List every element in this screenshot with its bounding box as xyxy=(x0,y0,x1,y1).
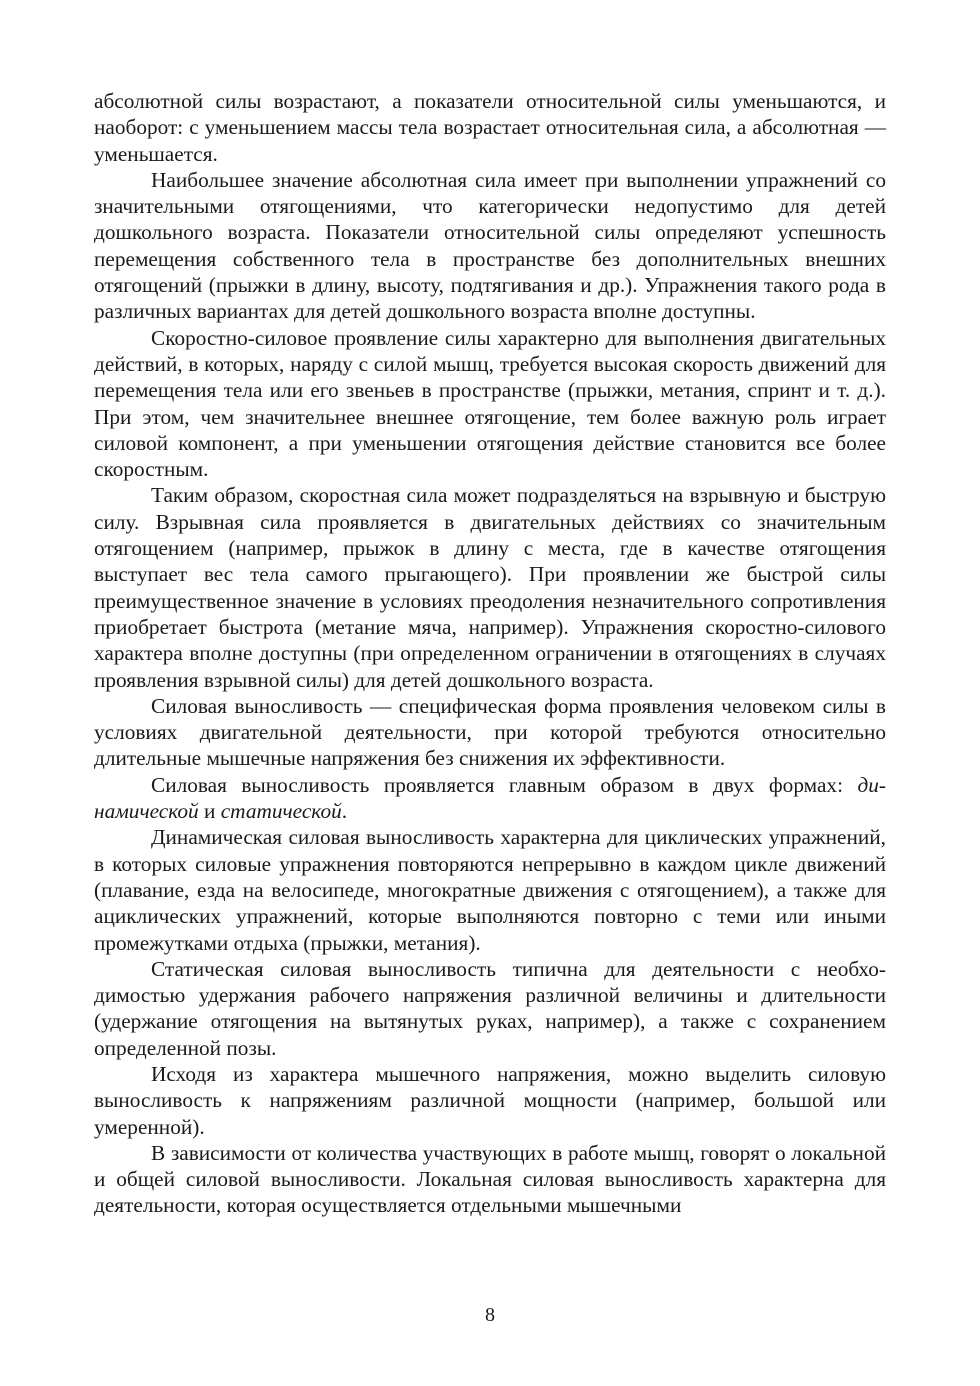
paragraph-10: В зависимости от количества участвующих в работе мышц, говорят о локальной и общей силовой выносливости. Локальная силовая выносливость характерна для деятельности, которая осуществляется отдельными мышечными xyxy=(94,1140,886,1218)
paragraph-6-text-before: Силовая выносливость проявляется главным образом в двух формах: xyxy=(151,772,858,797)
document-body xyxy=(94,88,886,1219)
paragraph-6-text-mid: и xyxy=(198,799,221,824)
paragraph-3: Скоростно-силовое проявление силы характерно для выполнения двигательных действий, в которых, наряду с силой мышц, требуется высокая скорость движений для перемещения тела или его звеньев в пространстве (прыжки, метания, спринт и т. д.). При этом, чем значительнее внешнее отягощение, тем более важную роль играет силовой компонент, а при уменьшении отягощения действие становится все более скоростным. xyxy=(94,325,886,482)
page-number: 8 xyxy=(485,1304,495,1326)
paragraph-4: Таким образом, скоростная сила может подразделяться на взрывную и быструю силу. Взрывная сила проявляется в двигательных действиях со значительным отягощением (например, прыжок в длину с места, где в качестве отягощения выступает вес тела самого прыгающего). При проявлении же быстрой силы преимущественное значение в условиях преодоления незначительного сопротивления приобретает быстрота (метание мяча, например). Упражнения скоростно-силового характера вполне доступны (при определенном ограничении в отягощениях в случаях проявления взрывной силы) для детей дошкольного возраста. xyxy=(94,483,886,692)
paragraph-2: Наибольшее значение абсолютная сила имеет при выполнении упражнений со значительными отягощениями, что категорически недопустимо для детей дошкольного возраста. Показатели относительной силы определяют успешность перемещения собственного тела в пространстве без дополнительных внешних отягощений (прыжки в длину, высоту, подтягивания и др.). Упражнения такого рода в различных вариантах для детей дошкольного возраста вполне доступны. xyxy=(94,167,886,324)
paragraph-5: Силовая выносливость — специфическая форма проявления человеком силы в условиях двигательной деятельности, при которой требуются относительно длительные мышечные напряжения без снижения их эффективности. xyxy=(94,693,886,771)
paragraph-1: абсолютной силы возрастают, а показатели относительной силы уменьшаются, и наоборот: с уменьшением массы тела возрастает относительная сила, а абсолютная — уменьшается. xyxy=(94,89,886,166)
paragraph-8: Статическая силовая выносливость типична для деятельности с необходимостью удержания рабочего напряжения различной величины и длительности (удержание отягощения на вытянутых руках, например), а также с сохранением определенной позы. xyxy=(94,956,886,1060)
paragraph-7: Динамическая силовая выносливость характерна для циклических упражнений, в которых силовые упражнения повторяются непрерывно в каждом цикле движений (плавание, езда на велосипеде, многократные движения с отягощением), а также для ациклических упражнений, которые выполняются повторно с теми или иными промежутками отдыха (прыжки, метания). xyxy=(94,825,886,955)
paragraph-9: Исходя из характера мышечного напряжения, можно выделить силовую выносливость к напряжениям различной мощности (например, большой или умеренной). xyxy=(94,1061,886,1139)
paragraph-6-italic-static: статической xyxy=(220,799,342,824)
paragraph-6-italic-dynamic: динамической xyxy=(94,772,886,824)
paragraph-6 xyxy=(94,772,886,825)
paragraph-6-text-after: . xyxy=(341,799,348,824)
